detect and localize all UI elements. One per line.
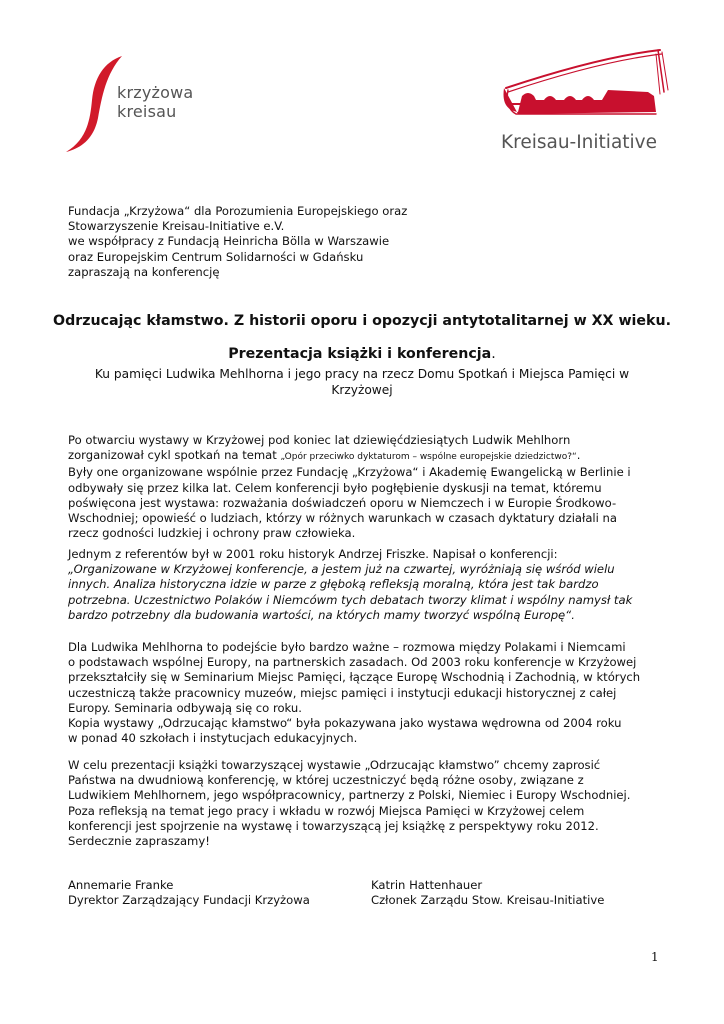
paragraph-line: uczestniczą także pracownicy muzeów, miejsc pamięci i instytucji edukacji historycznej z całej bbox=[68, 685, 617, 700]
paragraph-line: Wschodniej; opowieść o ludziach, którzy w różnych warunkach w czasach dyktatury działali na bbox=[68, 511, 618, 526]
signer-role: Dyrektor Zarządzający Fundacji Krzyżowa bbox=[68, 893, 310, 908]
paragraph-line: Ludwikiem Mehlhornem, jego współpracownicy, partnerzy z Polski, Niemiec i Europy Wschodniej. bbox=[68, 788, 631, 803]
krzyzowa-logo bbox=[60, 52, 210, 162]
page-number: 1 bbox=[651, 950, 659, 964]
paragraph-line: Po otwarciu wystawy w Krzyżowej pod koniec lat dziewięćdziesiątych Ludwik Mehlhorn bbox=[68, 433, 571, 447]
paragraph-4 bbox=[68, 758, 630, 849]
kreisau-initiative-logo bbox=[498, 44, 678, 159]
paragraph-line: Europy. Seminaria odbywają się co roku. bbox=[68, 700, 302, 715]
kreisau-initiative-wordmark: Kreisau-Initiative bbox=[501, 132, 658, 153]
document-title: Odrzucając kłamstwo. Z historii oporu i opozycji antytotalitarnej w XX wieku. bbox=[53, 313, 671, 329]
dedication-line: Krzyżowej bbox=[331, 383, 393, 397]
paragraph-line: Serdecznie zapraszamy! bbox=[68, 834, 210, 849]
signer-role: Członek Zarządu Stow. Kreisau-Initiative bbox=[371, 893, 605, 908]
intro-line: Fundacja „Krzyżowa“ dla Porozumienia Europejskiego oraz bbox=[68, 204, 408, 218]
paragraph-line: Były one organizowane wspólnie przez Fundację „Krzyżowa“ i Akademię Ewangelicką w Berlinie i bbox=[68, 465, 631, 480]
paragraph-line: rzecz godności ludzkiej i ochrony praw człowieka. bbox=[68, 526, 356, 541]
paragraph-line: przekształciły się w Seminarium Miejsc Pamięci, łączące Europę Wschodnią i Zachodnią, w których bbox=[68, 670, 641, 685]
kreisau-building-icon bbox=[498, 44, 678, 124]
paragraph-line bbox=[68, 448, 631, 465]
text-segment: . bbox=[576, 448, 581, 463]
dedication-line: Ku pamięci Ludwika Mehlhorna i jego pracy na rzecz Domu Spotkań i Miejsca Pamięci w bbox=[94, 367, 630, 381]
subtitle-punctuation: . bbox=[491, 346, 496, 362]
paragraph-line: Jednym z referentów był w 2001 roku historyk Andrzej Friszke. Napisał o konferencji: bbox=[68, 547, 558, 561]
quote-line: „Organizowane w Krzyżowej konferencje, a jestem już na czwartej, wyróżniają się wśród wielu bbox=[68, 562, 615, 577]
quote-line: innych. Analiza historyczna idzie w parze z głęboką refleksją moralną, która jest tak bardzo bbox=[68, 577, 599, 592]
intro-line: we współpracy z Fundacją Heinricha Bölla w Warszawie bbox=[68, 234, 390, 249]
intro-block bbox=[68, 204, 407, 280]
intro-line: oraz Europejskim Centrum Solidarności w Gdańsku bbox=[68, 249, 364, 264]
intro-line: Stowarzyszenie Kreisau-Initiative e.V. bbox=[68, 219, 285, 234]
paragraph-2 bbox=[68, 547, 632, 623]
quote-line: bardzo potrzebny dla budowania wartości, na których mamy tworzyć wspólną Europę“. bbox=[68, 607, 575, 622]
text-segment: zorganizował cykl spotkań na temat bbox=[68, 448, 281, 463]
intro-line: zapraszają na konferencję bbox=[68, 264, 220, 279]
paragraph-3 bbox=[68, 640, 640, 746]
signer-name: Annemarie Franke bbox=[68, 878, 174, 892]
signature-left bbox=[68, 878, 310, 908]
paragraph-line: Dla Ludwika Mehlhorna to podejście było bardzo ważne – rozmowa między Polakami i Niemcami bbox=[68, 640, 626, 654]
krzyzowa-logo-line1: krzyżowa bbox=[117, 83, 194, 102]
topic-quote: „Opór przeciwko dyktaturom – wspólne europejskie dziedzictwo?“ bbox=[280, 452, 577, 463]
paragraph-line: Kopia wystawy „Odrzucając kłamstwo“ była pokazywana jako wystawa wędrowna od 2004 roku bbox=[68, 716, 622, 731]
paragraph-line: W celu prezentacji książki towarzyszącej wystawie „Odrzucając kłamstwo” chcemy zaprosić bbox=[68, 758, 601, 772]
paragraph-1 bbox=[68, 433, 631, 541]
signature-right bbox=[371, 878, 604, 908]
dedication bbox=[0, 366, 724, 398]
signer-name: Katrin Hattenhauer bbox=[371, 878, 483, 892]
quote-line: potrzebna. Uczestnictwo Polaków i Niemcówm tych debatach tworzy klimat i wspólny namysł tak bbox=[68, 592, 633, 607]
krzyzowa-logo-line2: kreisau bbox=[117, 102, 177, 121]
paragraph-line: Poza refleksją na temat jego pracy i wkładu w rozwój Miejsca Pamięci w Krzyżowej celem bbox=[68, 803, 585, 818]
paragraph-line: konferencji jest spojrzenie na wystawę i towarzyszącą jej książkę z perspektywy roku 2012. bbox=[68, 818, 599, 833]
paragraph-line: w ponad 40 szkołach i instytucjach edukacyjnych. bbox=[68, 731, 358, 746]
paragraph-line: Państwa na dwudniową konferencję, w której uczestniczyć będą różne osoby, związane z bbox=[68, 773, 584, 788]
paragraph-line: poświęcona jest wystawa: rozważania doświadczeń oporu w Niemczech i w Europie Środkowo- bbox=[68, 495, 617, 510]
document-subtitle bbox=[0, 346, 724, 362]
paragraph-line: odbywały się przez kilka lat. Celem konferencji było pogłębienie dyskusji na temat, któremu bbox=[68, 480, 602, 495]
paragraph-line: o podstawach wspólnej Europy, na partnerskich zasadach. Od 2003 roku konferencje w Krzyżowej bbox=[68, 655, 637, 670]
subtitle-text: Prezentacja książki i konferencja bbox=[228, 346, 492, 362]
